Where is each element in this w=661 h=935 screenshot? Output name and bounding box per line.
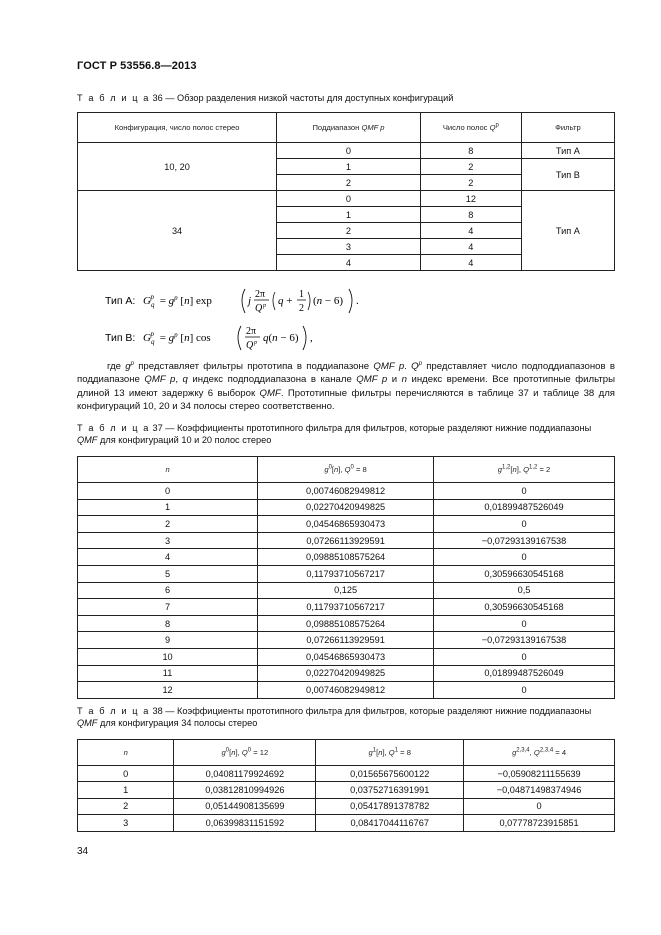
table37-cell: 3 <box>78 532 258 549</box>
table38-cell: 0,03752716391991 <box>316 782 464 798</box>
t38-header-g234: $g^{2,3,4}$, Q$^{2,3,4}$ = 4 <box>464 740 615 766</box>
table-row <box>78 615 615 632</box>
table-36 <box>77 112 615 271</box>
formula-type-a-svg <box>105 283 365 317</box>
table37-caption <box>77 422 617 446</box>
t36-filter-a: Тип А <box>521 143 614 159</box>
table37-cell: 0,02270420949825 <box>258 499 434 516</box>
table-row <box>78 565 615 582</box>
svg-text:2π: 2π <box>246 326 257 337</box>
t36-cell: 4 <box>420 239 521 255</box>
t38-header-g0: $g^0[n]$, $Q^0 = 12$ <box>174 740 316 766</box>
table37-cell: 0 <box>78 483 258 500</box>
t38-header-n: n <box>78 740 174 766</box>
table37-cell: 5 <box>78 565 258 582</box>
t36-header-filter: Фильтр <box>521 113 614 143</box>
t37-header-g0: $g^0[n]$, $Q^0 = 8$ <box>258 457 434 483</box>
description-paragraph: где $g^p$ представляет фильтры прототипа в поддиапазоне QMF p. $Q^p$ представляет число подподдиапазонов в поддиапазоне QMF p, q индекс подподдиапазона в канале QMF p и n индекс времени. Все прототипные фильтры длиной 13 имеют задержку 6 выборок QMF. Прототипные фильтры перечисляются в таблице 37 и таблице 38 для конфигураций 10, 20 и 34 полосы стерео соответственно. <box>77 360 615 413</box>
t36-cell: 3 <box>277 239 421 255</box>
table-row <box>78 815 615 831</box>
table37-cell: 0,125 <box>258 582 434 599</box>
table-row <box>78 665 615 682</box>
table38-cell: −0,05908211155639 <box>464 766 615 782</box>
svg-text:q +: q + <box>278 295 293 307</box>
table38-cell: 0,05417891378782 <box>316 798 464 814</box>
table37-cell: 0 <box>434 483 615 500</box>
table37-caption-prefix: Т а б л и ц а <box>77 423 150 433</box>
t36-header-count: Число полос $Q^p$ <box>420 113 521 143</box>
table37-cell: 6 <box>78 582 258 599</box>
table37-cell: 0,04546865930473 <box>258 648 434 665</box>
table-row <box>78 599 615 616</box>
svg-text:.: . <box>356 295 359 307</box>
table37-cell: 0,00746082949812 <box>258 483 434 500</box>
t37-header-n: n <box>78 457 258 483</box>
table37-cell: 0,09885108575264 <box>258 615 434 632</box>
table38-cell: 0,07778723915851 <box>464 815 615 831</box>
table37-cell: 0,11793710567217 <box>258 599 434 616</box>
table-38 <box>77 739 615 832</box>
table-row <box>78 682 615 699</box>
svg-text:2: 2 <box>299 303 304 314</box>
table37-cell: 0 <box>434 615 615 632</box>
formula-type-a-expr: $G_qp = g^p$ [n] exp <box>143 293 212 309</box>
t36-cell: 2 <box>277 175 421 191</box>
formula-type-a <box>105 283 365 320</box>
table-row <box>78 782 615 798</box>
table37-cell: 8 <box>78 615 258 632</box>
formula-type-b-svg <box>105 320 365 354</box>
table37-cell: 11 <box>78 665 258 682</box>
t36-cell: 1 <box>277 159 421 175</box>
table36-caption-text: 36 — Обзор разделения низкой частоты для доступных конфигураций <box>152 93 454 103</box>
svg-text:p: p <box>254 340 257 346</box>
table37-cell: 0,00746082949812 <box>258 682 434 699</box>
table36-caption <box>77 92 617 104</box>
svg-text:(n − 6): (n − 6) <box>313 295 344 307</box>
table38-cell: 0,01565675600122 <box>316 766 464 782</box>
table37-cell: 4 <box>78 549 258 566</box>
table38-cell: 0,03812810994926 <box>174 782 316 798</box>
t38-body <box>78 766 615 832</box>
svg-text:p: p <box>263 303 266 309</box>
table38-cell: 0,06399831151592 <box>174 815 316 831</box>
table37-cell: 0,30596630545168 <box>434 565 615 582</box>
svg-text:j: j <box>248 295 252 307</box>
t37-body <box>78 483 615 699</box>
table37-caption-line1: 37 — Коэффициенты прототипного фильтра для фильтров, которые разделяют нижние поддиапазоны <box>152 423 592 433</box>
table-row <box>78 549 615 566</box>
table-row <box>78 191 615 207</box>
table37-cell: 7 <box>78 599 258 616</box>
table-row <box>78 582 615 599</box>
table37-caption-qmf: QMF <box>77 435 98 445</box>
t36-cell: 8 <box>420 207 521 223</box>
t36-cell: 0 <box>277 143 421 159</box>
t36-cell: 4 <box>277 255 421 271</box>
table-row <box>78 483 615 500</box>
table36-caption-prefix: Т а б л и ц а <box>77 93 150 103</box>
table-row <box>78 516 615 533</box>
table37-cell: 0 <box>434 648 615 665</box>
formula-type-b-label: Тип В: <box>105 332 136 344</box>
table38-cell: 1 <box>78 782 174 798</box>
table37-cell: 9 <box>78 632 258 649</box>
formula-type-b-expr: $G_qp = g^p$ [n] cos <box>143 330 211 346</box>
table38-cell: 0 <box>78 766 174 782</box>
table38-cell: 0 <box>464 798 615 814</box>
svg-text:2π: 2π <box>255 289 266 300</box>
table37-cell: 0 <box>434 516 615 533</box>
t36-filter-c: Тип А <box>521 191 614 271</box>
table38-cell: 0,04081179924692 <box>174 766 316 782</box>
document-header: ГОСТ Р 53556.8—2013 <box>77 60 197 72</box>
table38-cell: 3 <box>78 815 174 831</box>
table37-cell: 0,01899487526049 <box>434 665 615 682</box>
table37-cell: 0,09885108575264 <box>258 549 434 566</box>
formula-type-b <box>105 320 365 357</box>
table-row <box>78 143 615 159</box>
table-row <box>78 798 615 814</box>
t36-config-10-20: 10, 20 <box>78 143 277 191</box>
table37-cell: 0,11793710567217 <box>258 565 434 582</box>
table37-cell: 0 <box>434 549 615 566</box>
table37-cell: 10 <box>78 648 258 665</box>
table-row <box>78 648 615 665</box>
t36-config-34: 34 <box>78 191 277 271</box>
table-row <box>78 499 615 516</box>
table-row <box>78 632 615 649</box>
t36-cell: 8 <box>420 143 521 159</box>
table37-cell: −0,07293139167538 <box>434 532 615 549</box>
svg-text:Q: Q <box>246 340 254 351</box>
t36-cell: 2 <box>277 223 421 239</box>
svg-text:1: 1 <box>299 289 304 300</box>
table37-cell: 0,07266113929591 <box>258 632 434 649</box>
table37-cell: −0,07293139167538 <box>434 632 615 649</box>
t36-filter-b: Тип В <box>521 159 614 191</box>
table38-caption-qmf: QMF <box>77 718 98 728</box>
table38-caption-line2: для конфигурация 34 полосы стерео <box>99 718 258 728</box>
table37-cell: 0 <box>434 682 615 699</box>
page-number: 34 <box>77 846 89 857</box>
t36-header-subband: Поддиапазон QMF p <box>277 113 421 143</box>
table37-cell: 12 <box>78 682 258 699</box>
t36-cell: 2 <box>420 159 521 175</box>
svg-text:q(n − 6): q(n − 6) <box>263 332 299 344</box>
t36-cell: 12 <box>420 191 521 207</box>
t36-cell: 1 <box>277 207 421 223</box>
table-37 <box>77 456 615 699</box>
table38-cell: 0,05144908135699 <box>174 798 316 814</box>
t36-header-config: Конфигурация, число полос стерео <box>78 113 277 143</box>
t36-cell: 4 <box>420 255 521 271</box>
table38-caption-line1: 38 — Коэффициенты прототипного фильтра для фильтров, которые разделяют нижние поддиапазоны <box>152 706 592 716</box>
table37-cell: 0,02270420949825 <box>258 665 434 682</box>
formula-type-a-label: Тип А: <box>105 295 136 307</box>
table37-cell: 0,04546865930473 <box>258 516 434 533</box>
t36-cell: 4 <box>420 223 521 239</box>
t37-header-g12: $g^{1,2}[n]$, Q$^{1,2}$ = 2 <box>434 457 615 483</box>
table38-caption <box>77 705 617 729</box>
table37-cell: 0,30596630545168 <box>434 599 615 616</box>
table37-caption-line2: для конфигураций 10 и 20 полос стерео <box>99 435 272 445</box>
table-row <box>78 532 615 549</box>
table37-cell: 0,5 <box>434 582 615 599</box>
table37-cell: 0,07266113929591 <box>258 532 434 549</box>
table37-cell: 2 <box>78 516 258 533</box>
table38-cell: 2 <box>78 798 174 814</box>
t36-header-sup: p <box>495 122 499 129</box>
table38-cell: 0,08417044116767 <box>316 815 464 831</box>
table38-cell: −0,04871498374946 <box>464 782 615 798</box>
table37-cell: 0,01899487526049 <box>434 499 615 516</box>
table37-cell: 1 <box>78 499 258 516</box>
t36-cell: 0 <box>277 191 421 207</box>
table38-caption-prefix: Т а б л и ц а <box>77 706 150 716</box>
svg-text:,: , <box>310 332 313 344</box>
t38-header-g1: $g^1[n]$, $Q^1 = 8$ <box>316 740 464 766</box>
svg-text:Q: Q <box>255 303 263 314</box>
t36-cell: 2 <box>420 175 521 191</box>
table-row <box>78 766 615 782</box>
